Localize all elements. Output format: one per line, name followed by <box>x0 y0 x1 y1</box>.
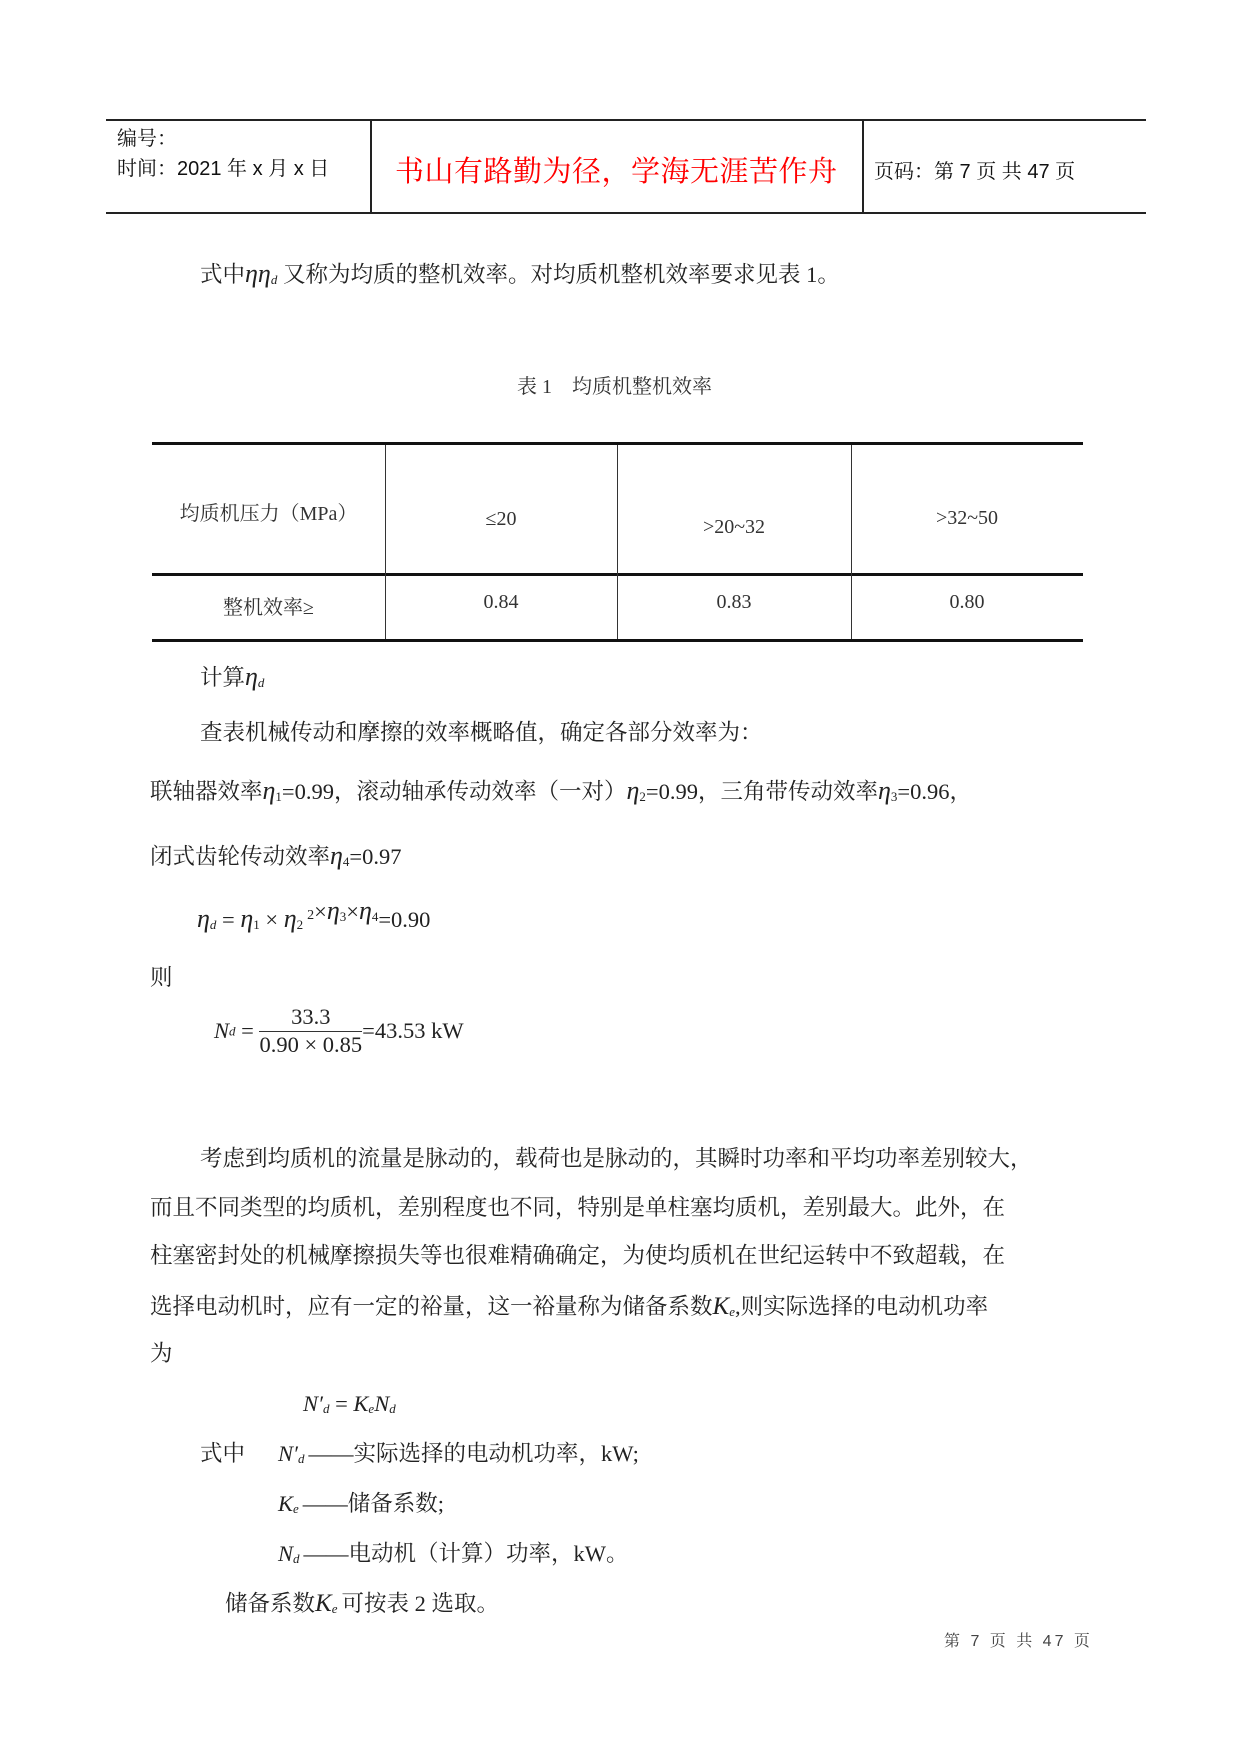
calc-label: 计算 <box>200 665 246 690</box>
table-value-cell: 整机效率≥ <box>223 597 314 619</box>
eta2-value: =0.99，三角带传动效率 <box>645 779 878 804</box>
intro-prefix: 式中 <box>200 262 246 287</box>
eta-subscript: d <box>257 675 265 690</box>
lookup-paragraph: 查表机械传动和摩擦的效率概略值，确定各部分效率为： <box>200 720 763 745</box>
intro-suffix: 又称为均质的整机效率。对均质机整机效率要求见表 1。 <box>282 262 840 287</box>
nprime-subscript: d <box>322 1401 330 1416</box>
table-header-cell: ≤20 <box>485 508 517 530</box>
paragraph-line: 而且不同类型的均质机，差别程度也不同，特别是单柱塞均质机，差别最大。此外，在 <box>150 1195 1006 1220</box>
eta-formula <box>197 896 431 933</box>
equals-sign: = <box>329 1391 354 1416</box>
where-symbol: N <box>278 1541 294 1566</box>
then-label: 则 <box>150 965 173 990</box>
efficiency-line-2 <box>150 843 402 869</box>
nd-symbol: N <box>374 1391 390 1416</box>
table-header-cell: >32~50 <box>935 507 999 529</box>
coupling-efficiency-label: 联轴器效率 <box>150 779 263 804</box>
where-item <box>278 1543 629 1566</box>
eta-subscript: d <box>270 272 278 287</box>
eta-subscript: 1 <box>253 917 260 932</box>
where-description: ——实际选择的电动机功率，kW; <box>308 1441 639 1466</box>
equals-sign: = <box>216 907 241 932</box>
times-sign: × <box>314 899 327 924</box>
table-value-cell: 0.84 <box>483 591 519 613</box>
table-header-cell: >20~32 <box>702 516 766 538</box>
ke-symbol: K <box>353 1391 369 1416</box>
eta-superscript: 2 <box>307 908 315 923</box>
ke-symbol: K <box>712 1293 730 1320</box>
header-divider-right <box>862 119 864 213</box>
intro-paragraph <box>200 261 840 287</box>
nprime-formula <box>303 1393 396 1416</box>
paragraph-line: 柱塞密封处的机械摩擦损失等也很难精确确定，为使均质机在世纪运转中不致超载，在 <box>150 1243 1006 1268</box>
nd-result: =43.53 kW <box>362 1017 464 1043</box>
where-label: 式中 <box>200 1441 246 1466</box>
where-item <box>278 1493 444 1516</box>
efficiency-line-1 <box>150 778 972 804</box>
eta-symbol: η <box>283 904 297 933</box>
table-header-cell: 均质机压力（MPa） <box>179 503 358 525</box>
gear-efficiency-label: 闭式齿轮传动效率 <box>150 844 331 869</box>
ke-subscript: e <box>331 1601 338 1616</box>
table-value-cell: 0.83 <box>716 591 752 613</box>
table-bottom-rule <box>152 639 1083 642</box>
paragraph-text: 选择电动机时，应有一定的裕量，这一裕量称为储备系数 <box>150 1294 713 1319</box>
where-symbol: K <box>278 1491 294 1516</box>
eta-subscript: 1 <box>275 789 282 804</box>
where-description: ——储备系数; <box>302 1491 445 1516</box>
closing-prefix: 储备系数 <box>225 1591 316 1616</box>
header-date-label: 时间：2021 年 x 月 x 日 <box>117 158 330 180</box>
header-motto: 书山有路勤为径，学海无涯苦作舟 <box>395 156 838 188</box>
header-bottom-rule <box>106 212 1146 214</box>
nd-subscript: d <box>229 1023 236 1039</box>
where-item <box>278 1443 639 1466</box>
footer-page-number: 第 7 页 共 47 页 <box>944 1633 1093 1650</box>
eta-symbol: η <box>358 896 372 925</box>
eta-symbol: η <box>262 776 276 805</box>
eta1-value: =0.99，滚动轴承传动效率（一对） <box>281 779 627 804</box>
ke-symbol: K <box>315 1590 332 1617</box>
paragraph-line <box>150 1294 988 1319</box>
times-sign: × <box>346 899 359 924</box>
where-symbol: N′ <box>278 1441 298 1466</box>
eta-symbol: η <box>197 904 210 933</box>
closing-suffix: 可按表 2 选取。 <box>341 1591 499 1616</box>
nd-formula <box>214 1006 464 1056</box>
calc-heading <box>200 664 264 690</box>
eta-subscript: 4 <box>371 909 379 924</box>
paragraph-line: 为 <box>150 1341 173 1366</box>
header-top-rule <box>106 119 1146 121</box>
fraction-denominator: 0.90 × 0.85 <box>259 1031 363 1057</box>
eta-result: =0.90 <box>378 907 431 932</box>
header-divider-left <box>370 119 372 213</box>
eta-symbol: η <box>326 896 340 925</box>
ke-subscript: e <box>368 1401 375 1416</box>
eta-symbol: η <box>877 776 891 805</box>
eta-subscript: 2 <box>639 789 646 804</box>
times-sign: × <box>259 907 284 932</box>
eta3-value: =0.96， <box>897 779 972 804</box>
equals-sign: = <box>235 1017 260 1043</box>
eta-subscript: 3 <box>890 789 898 804</box>
eta-symbol: η <box>240 904 254 933</box>
eta-subscript: 2 <box>296 917 304 932</box>
eta-symbol: η <box>626 776 640 805</box>
fraction <box>259 1006 362 1056</box>
where-subscript: e <box>293 1501 299 1516</box>
eta-symbol: ηη <box>245 259 271 288</box>
where-subscript: d <box>297 1451 305 1466</box>
fraction-numerator: 33.3 <box>259 1006 362 1032</box>
eta-subscript: 3 <box>339 909 347 924</box>
table-value-cell: 0.80 <box>949 591 985 613</box>
closing-line <box>225 1591 499 1616</box>
header-number-label: 编号： <box>117 128 177 150</box>
eta-subscript: d <box>209 917 217 932</box>
eta-symbol: η <box>330 841 343 870</box>
eta-subscript: 4 <box>342 854 350 869</box>
nd-subscript: d <box>389 1401 396 1416</box>
nd-symbol: N <box>214 1017 230 1043</box>
eta-symbol: η <box>245 662 258 691</box>
paragraph-line: 考虑到均质机的流量是脉动的，载荷也是脉动的，其瞬时功率和平均功率差别较大， <box>200 1146 1033 1171</box>
header-page-label: 页码：第 7 页 共 47 页 <box>874 161 1076 183</box>
table-caption: 表 1 均质机整机效率 <box>517 376 712 398</box>
where-subscript: d <box>293 1551 300 1566</box>
eta4-value: =0.97 <box>349 844 402 869</box>
paragraph-text: ,则实际选择的电动机功率 <box>734 1294 989 1319</box>
ke-subscript: e <box>729 1304 735 1319</box>
nprime-symbol: N′ <box>303 1391 323 1416</box>
where-description: ——电动机（计算）功率，kW。 <box>303 1541 629 1566</box>
